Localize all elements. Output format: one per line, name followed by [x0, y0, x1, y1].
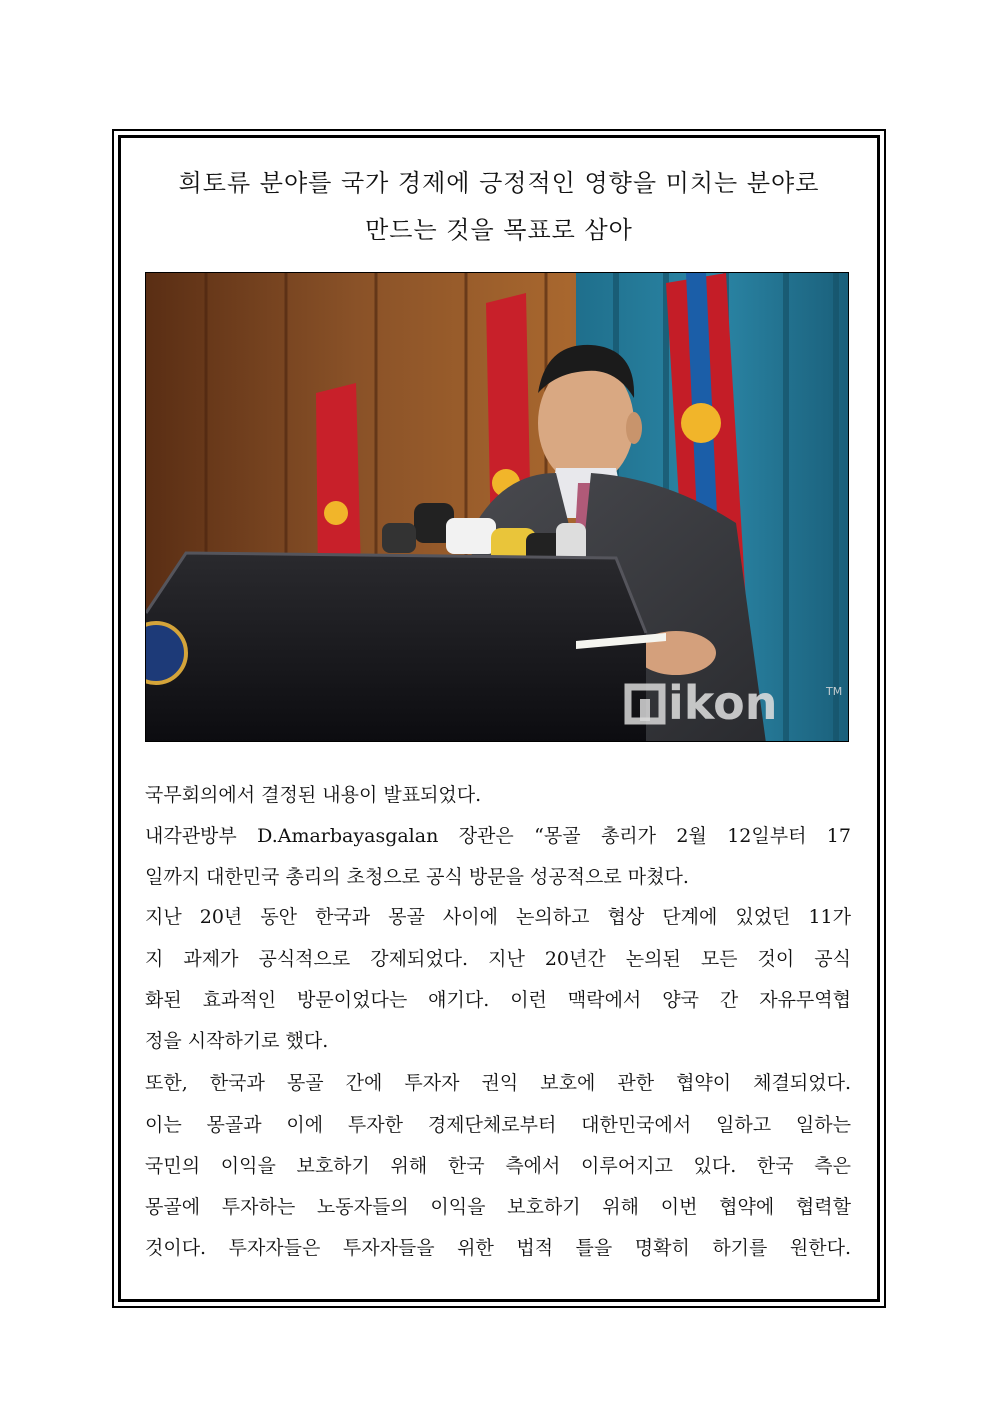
watermark-text: ikon — [668, 676, 778, 730]
paragraph-line: 국민의 이익을 보호하기 위해 한국 측에서 이루어지고 있다. 한국 측은 — [145, 1155, 851, 1177]
paragraph-line: 정을 시작하기로 했다. — [145, 1030, 329, 1052]
paragraph-line: 것이다. 투자자들은 투자자들을 위한 법적 틀을 명확히 하기를 원한다. — [145, 1237, 851, 1259]
watermark-tm: TM — [826, 685, 843, 698]
paragraph-line: 지 과제가 공식적으로 강제되었다. 지난 20년간 논의된 모든 것이 공식 — [145, 948, 851, 970]
paragraph-line: 이는 몽골과 이에 투자한 경제단체로부터 대한민국에서 일하고 일하는 — [145, 1114, 851, 1136]
paragraph-line: 화된 효과적인 방문이었다는 얘기다. 이런 맥락에서 양국 간 자유무역협 — [145, 989, 851, 1011]
article-title-line-2: 만드는 것을 목표로 삼아 — [365, 216, 633, 244]
paragraph-line: 지난 20년 동안 한국과 몽골 사이에 논의하고 협상 단계에 있었던 11가 — [145, 906, 851, 928]
paragraph-line: 일까지 대한민국 총리의 초청으로 공식 방문을 성공적으로 마쳤다. — [145, 866, 689, 888]
article-title-line-1: 희토류 분야를 국가 경제에 긍정적인 영향을 미치는 분야로 — [178, 169, 820, 197]
paragraph-line: 국무회의에서 결정된 내용이 발표되었다. — [145, 784, 482, 806]
article-photo — [145, 272, 849, 742]
paragraph-line: 몽골에 투자하는 노동자들의 이익을 보호하기 위해 이번 협약에 협력할 — [145, 1196, 851, 1218]
paragraph-line: 내각관방부 D.Amarbayasgalan 장관은 “몽골 총리가 2월 12일부터 17 — [145, 825, 851, 847]
paragraph-line: 또한, 한국과 몽골 간에 투자자 권익 보호에 관한 협약이 체결되었다. — [145, 1072, 851, 1094]
